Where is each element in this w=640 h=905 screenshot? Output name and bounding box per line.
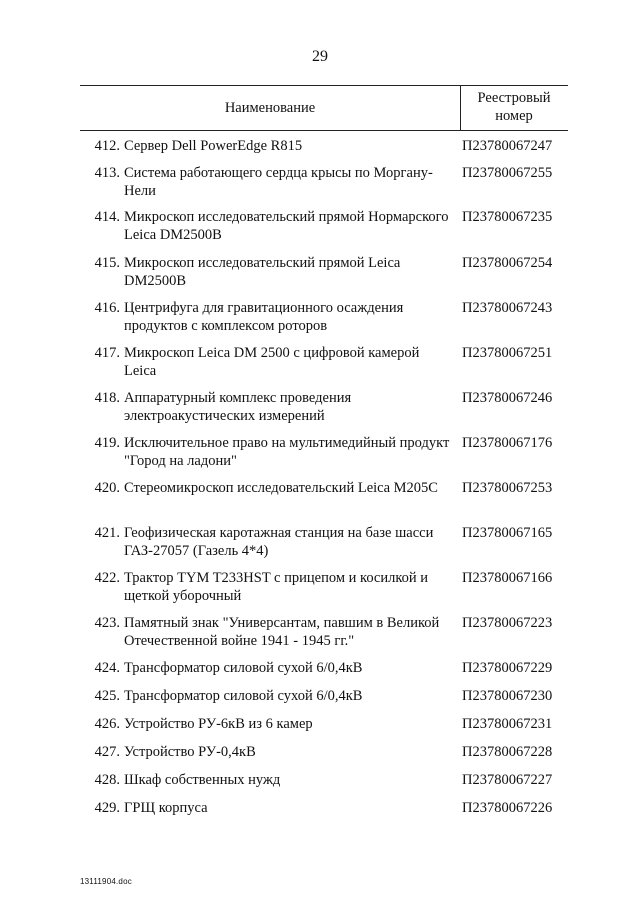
row-number: 415. [94, 255, 120, 271]
row-number: 429. [94, 800, 120, 816]
row-name: Микроскоп исследовательский прямой Нормарского Leica DM2500B [124, 209, 449, 243]
row-name: ГРЩ корпуса [124, 800, 208, 816]
row-number: 422. [94, 570, 120, 586]
row-reg-number: П23780067227 [462, 772, 553, 788]
row-number: 417. [94, 345, 120, 361]
row-reg-number: П23780067226 [462, 800, 553, 816]
row-reg-number: П23780067166 [462, 570, 553, 586]
row-name: Устройство РУ-6кВ из 6 камер [124, 716, 313, 732]
row-name: Аппаратурный комплекс проведения электроакустических измерений [124, 390, 352, 424]
header-reg: Реестровый номер [477, 90, 551, 124]
row-name: Шкаф собственных нужд [124, 772, 281, 788]
row-reg-number: П23780067243 [462, 300, 553, 316]
row-reg-number: П23780067251 [462, 345, 553, 361]
page-number: 29 [312, 48, 328, 65]
row-name: Трактор TYM T233HST с прицепом и косилкой и щеткой уборочный [124, 570, 429, 604]
row-name: Стереомикроскоп исследовательский Leica M205C [124, 480, 438, 496]
row-reg-number: П23780067165 [462, 525, 553, 541]
row-reg-number: П23780067228 [462, 744, 553, 760]
row-reg-number: П23780067223 [462, 615, 553, 631]
row-reg-number: П23780067229 [462, 660, 553, 676]
row-number: 416. [94, 300, 120, 316]
row-reg-number: П23780067230 [462, 688, 553, 704]
row-name: Трансформатор силовой сухой 6/0,4кВ [124, 660, 363, 676]
row-name: Исключительное право на мультимедийный продукт "Город на ладони" [124, 435, 450, 469]
row-name: Памятный знак "Универсантам, павшим в Великой Отечественной войне 1941 - 1945 гг." [124, 615, 440, 649]
row-number: 412. [94, 138, 120, 154]
row-name: Система работающего сердца крысы по Моргану-Нели [124, 165, 433, 199]
row-number: 426. [94, 716, 120, 732]
row-number: 413. [94, 165, 120, 181]
row-reg-number: П23780067247 [462, 138, 553, 154]
document-filename: 13111904.doc [80, 877, 132, 886]
row-number: 421. [94, 525, 120, 541]
row-number: 419. [94, 435, 120, 451]
row-name: Геофизическая каротажная станция на базе шасси ГАЗ-27057 (Газель 4*4) [124, 525, 434, 559]
row-reg-number: П23780067235 [462, 209, 553, 225]
row-number: 425. [94, 688, 120, 704]
row-number: 428. [94, 772, 120, 788]
row-name: Устройство РУ-0,4кВ [124, 744, 256, 760]
row-name: Сервер Dell PowerEdge R815 [124, 138, 303, 154]
row-reg-number: П23780067231 [462, 716, 553, 732]
row-name: Трансформатор силовой сухой 6/0,4кВ [124, 688, 363, 704]
row-name: Микроскоп Leica DM 2500 с цифровой камерой Leica [124, 345, 420, 379]
row-reg-number: П23780067253 [462, 480, 553, 496]
row-reg-number: П23780067246 [462, 390, 553, 406]
row-number: 424. [94, 660, 120, 676]
row-reg-number: П23780067255 [462, 165, 553, 181]
row-number: 414. [94, 209, 120, 225]
row-reg-number: П23780067176 [462, 435, 553, 451]
header-name: Наименование [224, 100, 316, 116]
row-number: 418. [94, 390, 120, 406]
row-number: 427. [94, 744, 120, 760]
row-name: Микроскоп исследовательский прямой Leica DM2500B [124, 255, 401, 289]
row-number: 420. [94, 480, 120, 496]
row-reg-number: П23780067254 [462, 255, 553, 271]
table-header [80, 85, 568, 131]
row-number: 423. [94, 615, 120, 631]
row-name: Центрифуга для гравитационного осаждения продуктов с комплексом роторов [124, 300, 404, 334]
